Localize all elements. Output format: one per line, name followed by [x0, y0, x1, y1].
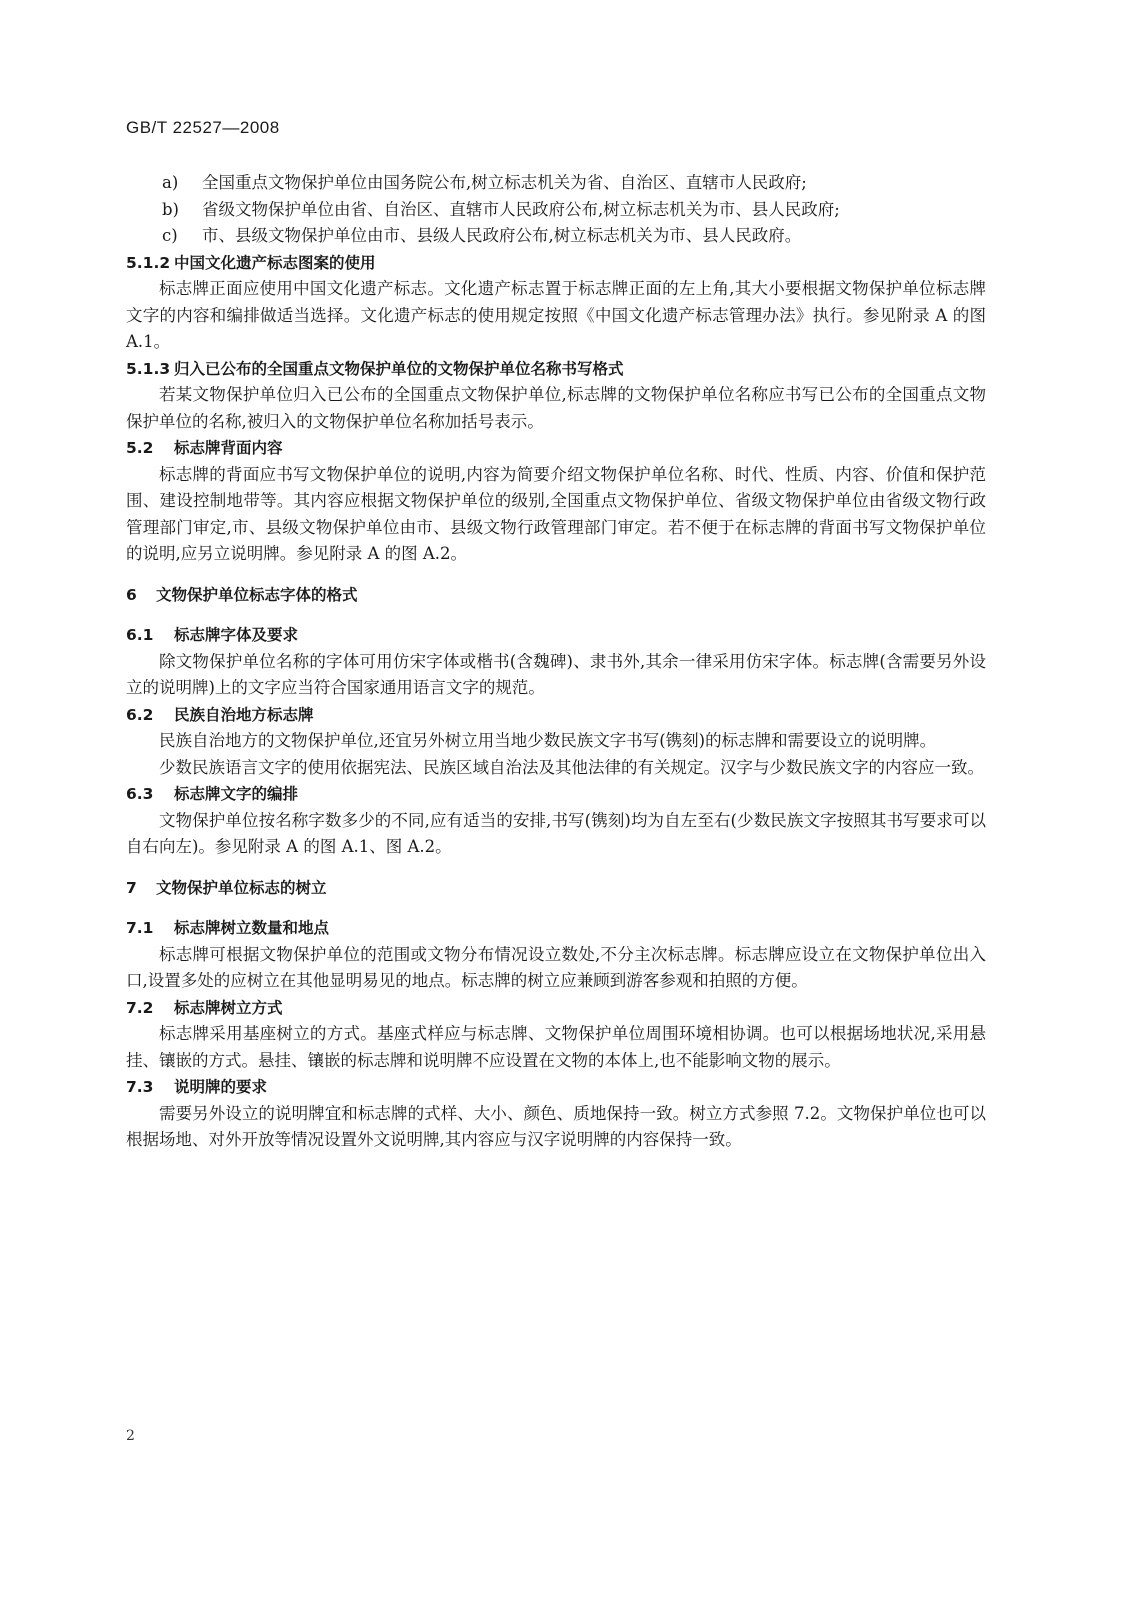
- heading-number: 6.1: [126, 626, 154, 644]
- heading-title: 标志牌树立数量和地点: [174, 919, 330, 937]
- heading-5-1-2: [126, 250, 986, 277]
- heading-title: 标志牌文字的编排: [174, 785, 299, 803]
- heading-number: 6.2: [126, 705, 154, 724]
- heading-7: [126, 875, 986, 902]
- heading-title: 说明牌的要求: [174, 1078, 268, 1096]
- list-text: 市、县级文物保护单位由市、县级人民政府公布,树立标志机关为市、县人民政府。: [202, 226, 802, 245]
- heading-title: 归入已公布的全国重点文物保护单位的文物保护单位名称书写格式: [174, 359, 624, 378]
- list-item-b: [126, 197, 986, 224]
- heading-number: 5.2: [126, 439, 154, 457]
- heading-6-1: [126, 622, 986, 649]
- heading-5-2: [126, 435, 986, 462]
- paragraph-6-3: 文物保护单位按名称字数多少的不同,应有适当的安排,书写(镌刻)均为自左至右(少数民族文字按照其书写要求可以自右向左)。参见附录 A 的图 A.1、图 A.2。: [126, 810, 986, 856]
- paragraph-6-2-a: 民族自治地方的文物保护单位,还宜另外树立用当地少数民族文字书写(镌刻)的标志牌和需要设立的说明牌。: [159, 731, 937, 750]
- heading-number: 6: [126, 585, 137, 604]
- list-item-c: [126, 223, 986, 250]
- heading-6: [126, 582, 986, 609]
- heading-7-1: [126, 915, 986, 942]
- paragraph-7-2: 标志牌采用基座树立的方式。基座式样应与标志牌、文物保护单位周围环境相协调。也可以根据场地状况,采用悬挂、镶嵌的方式。悬挂、镶嵌的标志牌和说明牌不应设置在文物的本体上,也不能影响文物的展示。: [126, 1024, 986, 1070]
- standard-code: GB/T 22527—2008: [126, 118, 280, 137]
- page-number: 2: [126, 1428, 135, 1444]
- heading-title: 文物保护单位标志字体的格式: [156, 585, 358, 604]
- heading-title: 文物保护单位标志的树立: [156, 878, 327, 897]
- heading-number: 5.1.3: [126, 359, 171, 378]
- paragraph-7-3: 需要另外设立的说明牌宜和标志牌的式样、大小、颜色、质地保持一致。树立方式参照 7.2。文物保护单位也可以根据场地、对外开放等情况设置外文说明牌,其内容应与汉字说明牌的内容保持一致。: [126, 1103, 986, 1149]
- heading-number: 7.3: [126, 1078, 154, 1096]
- heading-number: 5.1.2: [126, 253, 171, 272]
- paragraph-5-2: 标志牌的背面应书写文物保护单位的说明,内容为简要介绍文物保护单位名称、时代、性质、内容、价值和保护范围、建设控制地带等。其内容应根据文物保护单位的级别,全国重点文物保护单位、省级文物保护单位由省级文物行政管理部门审定,市、县级文物保护单位由市、县级文物行政管理部门审定。若不便于在标志牌的背面书写文物保护单位的说明,应另立说明牌。参见附录 A 的图 A.2。: [126, 464, 986, 563]
- heading-7-3: [126, 1074, 986, 1101]
- paragraph-5-1-3: 若某文物保护单位归入已公布的全国重点文物保护单位,标志牌的文物保护单位名称应书写已公布的全国重点文物保护单位的名称,被归入的文物保护单位名称加括号表示。: [126, 385, 986, 431]
- document-body: [126, 170, 986, 1154]
- heading-title: 中国文化遗产标志图案的使用: [174, 253, 376, 272]
- heading-6-2: [126, 702, 986, 729]
- heading-title: 标志牌树立方式: [174, 998, 283, 1017]
- heading-title: 标志牌背面内容: [174, 439, 283, 457]
- list-text: 省级文物保护单位由省、自治区、直辖市人民政府公布,树立标志机关为市、县人民政府;: [202, 199, 840, 219]
- list-label: a): [162, 173, 179, 192]
- heading-number: 7.1: [126, 919, 154, 937]
- heading-number: 7.2: [126, 998, 154, 1017]
- heading-title: 民族自治地方标志牌: [174, 705, 314, 724]
- heading-5-1-3: [126, 356, 986, 383]
- heading-number: 7: [126, 878, 137, 897]
- paragraph-5-1-2: 标志牌正面应使用中国文化遗产标志。文化遗产标志置于标志牌正面的左上角,其大小要根据文物保护单位标志牌文字的内容和编排做适当选择。文化遗产标志的使用规定按照《中国文化遗产标志管理办法》执行。参见附录 A 的图 A.1。: [126, 279, 986, 351]
- heading-title: 标志牌字体及要求: [174, 626, 299, 644]
- heading-number: 6.3: [126, 785, 154, 803]
- heading-7-2: [126, 995, 986, 1022]
- list-label: c): [162, 226, 178, 245]
- paragraph-7-1: 标志牌可根据文物保护单位的范围或文物分布情况设立数处,不分主次标志牌。标志牌应设立在文物保护单位出入口,设置多处的应树立在其他显明易见的地点。标志牌的树立应兼顾到游客参观和拍照的方便。: [126, 944, 986, 990]
- list-item-a: [126, 170, 986, 197]
- list-label: b): [162, 199, 179, 219]
- list-text: 全国重点文物保护单位由国务院公布,树立标志机关为省、自治区、直辖市人民政府;: [202, 173, 807, 192]
- paragraph-6-2-b: 少数民族语言文字的使用依据宪法、民族区域自治法及其他法律的有关规定。汉字与少数民族文字的内容应一致。: [159, 757, 984, 777]
- heading-6-3: [126, 781, 986, 808]
- paragraph-6-1: 除文物保护单位名称的字体可用仿宋字体或楷书(含魏碑)、隶书外,其余一律采用仿宋字体。标志牌(含需要另外设立的说明牌)上的文字应当符合国家通用语言文字的规范。: [126, 651, 986, 697]
